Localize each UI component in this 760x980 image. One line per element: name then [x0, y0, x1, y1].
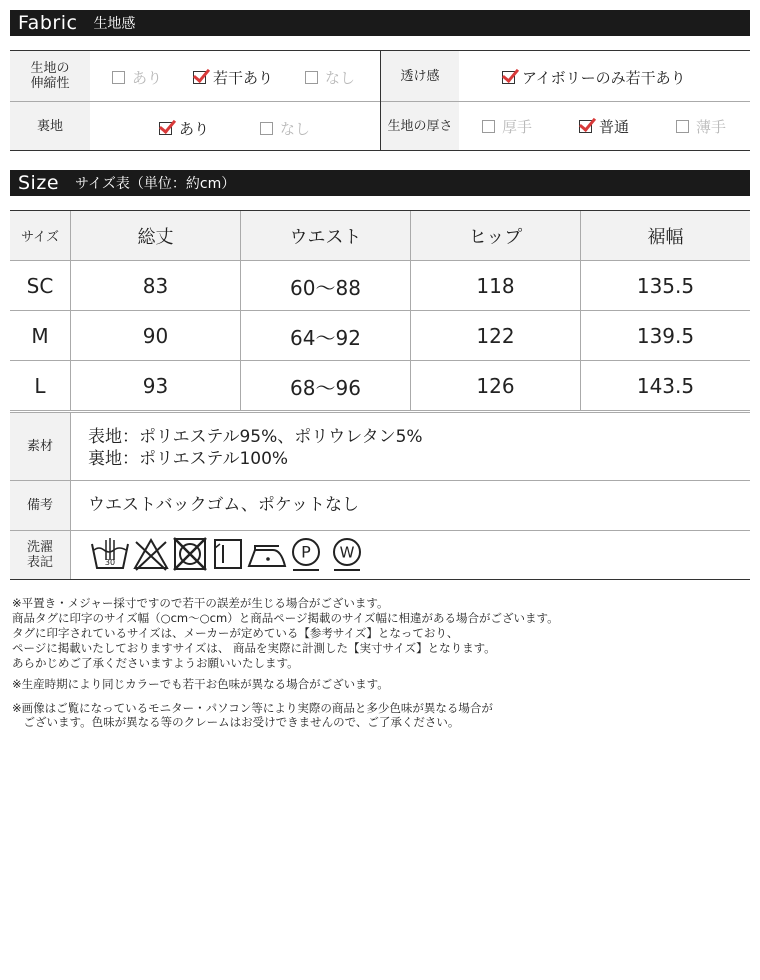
- fabric-title-en: Fabric: [18, 12, 78, 34]
- thickness-option-thin-label: 薄手: [696, 118, 727, 136]
- thickness-option-thick-label: 厚手: [502, 118, 533, 136]
- dry-clean-p-icon: [289, 536, 323, 574]
- size-table-double-border: [10, 412, 750, 413]
- fabric-header: [10, 10, 750, 36]
- size-col-header-size: サイズ: [10, 211, 70, 260]
- size-cell-waist: 60〜88: [290, 275, 361, 300]
- checked-checkbox-icon: [159, 122, 172, 135]
- no-bleach-icon: [132, 536, 170, 572]
- notes-value: ウエストバックゴム、ポケットなし: [88, 495, 359, 515]
- thickness-option-normal-label: 普通: [599, 118, 630, 136]
- size-cell-hip: 126: [476, 374, 515, 398]
- lining-option-no-label: なし: [280, 120, 311, 138]
- stretch-option-none-label: なし: [325, 69, 356, 87]
- checkbox-icon: [305, 71, 318, 84]
- material-label: 素材: [10, 413, 70, 480]
- hand-wash-temp-text: 30: [104, 558, 116, 567]
- stretch-option-slight-label: 若干あり: [213, 69, 274, 87]
- disclaimer-line: ※画像はご覧になっているモニター・パソコン等により実際の商品と多少色味が異なる場合が: [12, 701, 493, 715]
- size-cell-waist: 64〜92: [290, 325, 361, 350]
- size-cell-hem: 139.5: [636, 324, 695, 348]
- size-cell-length: 90: [142, 324, 169, 348]
- size-cell-waist: 68〜96: [290, 375, 361, 400]
- size-col-header-waist: ウエスト: [241, 211, 410, 260]
- size-cell-name: SC: [26, 274, 54, 298]
- size-col-header-length: 総丈: [71, 211, 240, 260]
- stretch-option-yes-label: あり: [132, 69, 163, 87]
- thickness-option-thin: [676, 116, 726, 137]
- notes-label: 備考: [10, 481, 70, 530]
- disclaimer-line: あらかじめご了承くださいますようお願いいたします。: [12, 656, 299, 670]
- care-label: 洗濯 表記: [10, 531, 70, 579]
- stretch-label: 生地の 伸縮性: [10, 51, 90, 101]
- sheer-option-ivory: [502, 67, 686, 88]
- lining-option-no: [260, 118, 310, 139]
- lining-label: 裏地: [10, 102, 90, 150]
- disclaimer-line: 商品タグに印字のサイズ幅（○cm〜○cm）と商品ページ掲載のサイズ幅に相違がある場合がございます。: [12, 611, 559, 625]
- size-title-en: Size: [18, 172, 60, 194]
- lining-option-yes: [159, 118, 209, 139]
- thickness-option-thick: [482, 116, 532, 137]
- checkbox-icon: [482, 120, 495, 133]
- checkbox-icon: [260, 122, 273, 135]
- material-line-lining: 裏地：ポリエステル100%: [88, 449, 289, 469]
- stretch-option-yes: [112, 67, 162, 88]
- disclaimer-line: ※生産時期により同じカラーでも若干お色味が異なる場合がございます。: [12, 677, 389, 691]
- no-tumble-dry-icon: [172, 536, 208, 572]
- stretch-option-slight: [193, 67, 273, 88]
- size-header: [10, 170, 750, 196]
- size-cell-length: 93: [142, 374, 169, 398]
- checkbox-icon: [676, 120, 689, 133]
- size-cell-name: M: [31, 324, 49, 348]
- size-cell-hem: 143.5: [636, 374, 695, 398]
- disclaimer-line: タグに印字されているサイズは、メーカーが定めている【参考サイズ】となっており、: [12, 626, 459, 640]
- drip-dry-icon: [212, 536, 244, 572]
- checked-checkbox-icon: [579, 120, 592, 133]
- size-col-header-hip: ヒップ: [411, 211, 580, 260]
- wet-clean-w-icon: [330, 536, 364, 574]
- material-line-outer: 表地：ポリエステル95%、ポリウレタン5%: [88, 427, 423, 447]
- checked-checkbox-icon: [193, 71, 206, 84]
- info-table-bottom-border: [10, 579, 750, 580]
- disclaimer-line: ※平置き・メジャー採寸ですので若干の誤差が生じる場合がございます。: [12, 596, 389, 610]
- size-cell-hem: 135.5: [636, 274, 695, 298]
- checkbox-icon: [112, 71, 125, 84]
- fabric-title-jp: 生地感: [93, 16, 136, 32]
- size-col-header-hem: 裾幅: [581, 211, 750, 260]
- disclaimer-line: ございます。色味が異なる等のクレームはお受けできませんので、ご了承ください。: [12, 715, 460, 729]
- checked-checkbox-icon: [502, 71, 515, 84]
- hand-wash-30-icon: [90, 536, 130, 572]
- size-cell-hip: 122: [476, 324, 515, 348]
- stretch-option-none: [305, 67, 355, 88]
- thickness-option-normal: [579, 116, 629, 137]
- dry-clean-letter: P: [301, 542, 311, 562]
- size-title-jp: サイズ表（単位：約cm）: [75, 176, 236, 192]
- info-row-divider: [10, 530, 750, 531]
- info-row-divider: [10, 480, 750, 481]
- thickness-label: 生地の厚さ: [381, 102, 459, 150]
- size-cell-length: 83: [142, 274, 169, 298]
- sheer-option-ivory-label: アイボリーのみ若干あり: [522, 69, 686, 87]
- wet-clean-letter: W: [339, 543, 355, 562]
- size-cell-hip: 118: [476, 274, 515, 298]
- size-cell-name: L: [34, 374, 46, 398]
- info-col-divider: [70, 413, 71, 579]
- iron-low-icon: [247, 536, 287, 572]
- lining-option-yes-label: あり: [179, 120, 210, 138]
- disclaimer-line: ページに掲載いたしておりますサイズは、 商品を実際に計測した【実寸サイズ】となります。: [12, 641, 496, 655]
- sheer-label: 透け感: [381, 51, 459, 101]
